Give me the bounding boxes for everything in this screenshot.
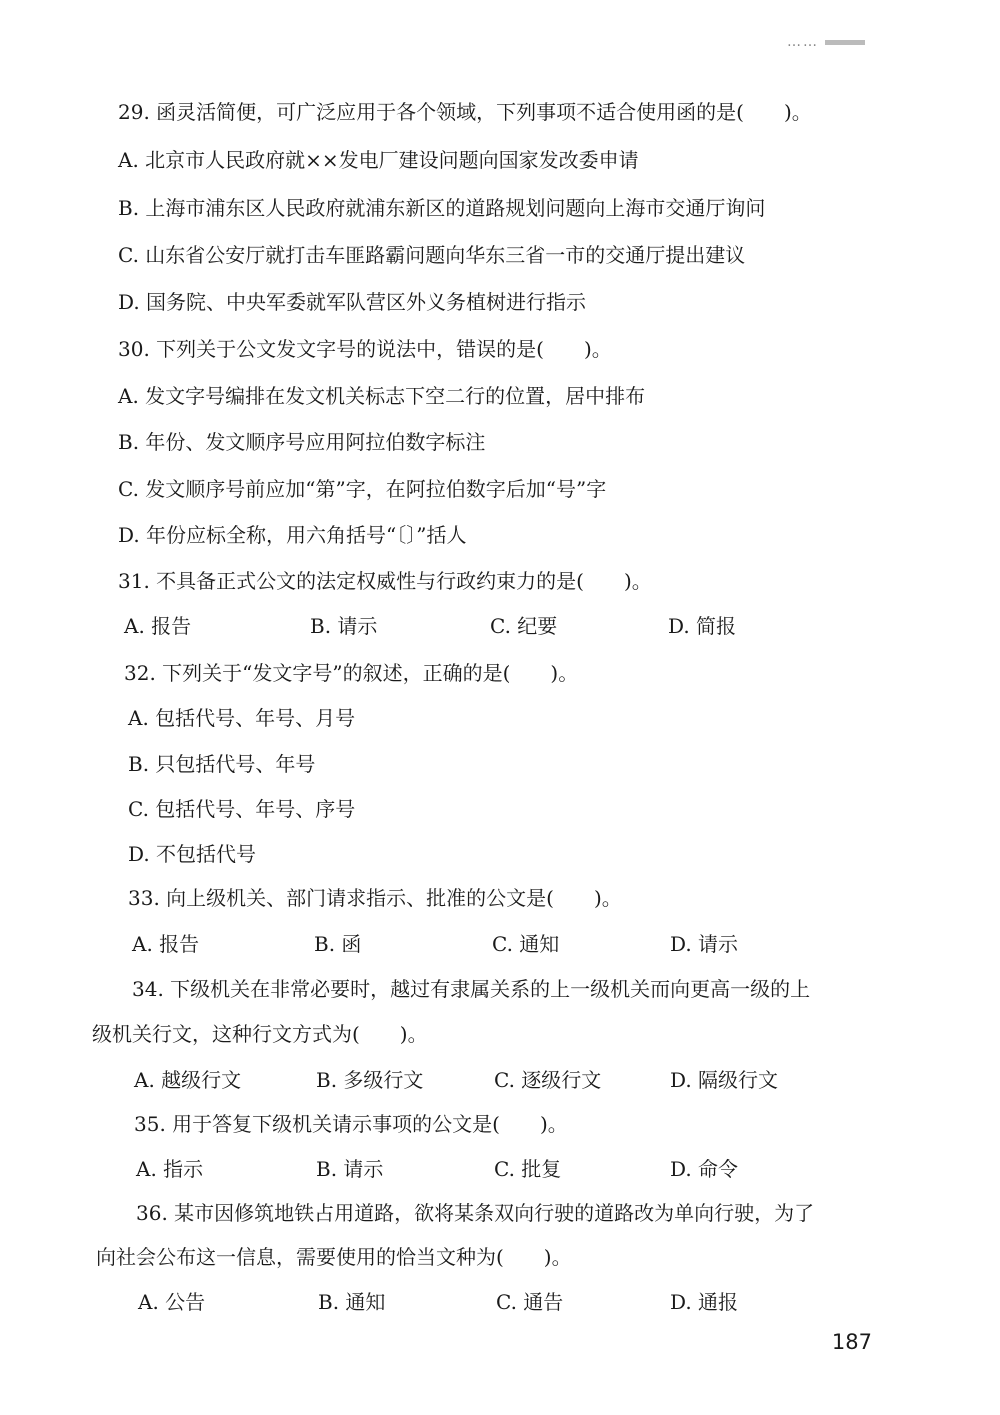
q32-option-c: C. 包括代号、年号、序号 (128, 797, 356, 821)
q31-option-d: D. 简报 (668, 614, 737, 638)
q29-option-c: C. 山东省公安厅就打击车匪路霸问题向华东三省一市的交通厅提出建议 (118, 243, 746, 267)
q31-option-b: B. 请示 (310, 614, 378, 638)
q30-option-c: C. 发文顺序号前应加“第”字，在阿拉伯数字后加“号”字 (118, 477, 607, 501)
q34-option-a: A. 越级行文 (134, 1068, 242, 1092)
q32-option-b: B. 只包括代号、年号 (128, 752, 316, 776)
q36-option-c: C. 通告 (496, 1290, 564, 1314)
q35-option-a: A. 指示 (136, 1157, 204, 1181)
q36-option-b: B. 通知 (318, 1290, 386, 1314)
running-head (787, 34, 865, 50)
q35-option-c: C. 批复 (494, 1157, 562, 1181)
q32-option-d: D. 不包括代号 (128, 842, 257, 866)
q31-option-a: A. 报告 (124, 614, 192, 638)
q35-option-b: B. 请示 (316, 1157, 384, 1181)
running-head-text: …… (787, 34, 819, 50)
q35-stem: 35. 用于答复下级机关请示事项的公文是( )。 (134, 1112, 568, 1136)
running-head-bar (825, 40, 865, 45)
q34-stem-line2: 级机关行文，这种行文方式为( )。 (92, 1022, 428, 1046)
q36-option-d: D. 通报 (670, 1290, 739, 1314)
q33-stem: 33. 向上级机关、部门请求指示、批准的公文是( )。 (128, 886, 622, 910)
q36-stem-line1: 36. 某市因修筑地铁占用道路，欲将某条双向行驶的道路改为单向行驶，为了 (136, 1201, 815, 1225)
q31-option-c: C. 纪要 (490, 614, 558, 638)
q31-stem: 31. 不具备正式公文的法定权威性与行政约束力的是( )。 (118, 569, 652, 593)
q34-option-c: C. 逐级行文 (494, 1068, 602, 1092)
q29-stem: 29. 函灵活简便，可广泛应用于各个领域，下列事项不适合使用函的是( )。 (118, 100, 812, 124)
q35-option-d: D. 命令 (670, 1157, 739, 1181)
q30-option-b: B. 年份、发文顺序号应用阿拉伯数字标注 (118, 430, 486, 454)
q33-option-b: B. 函 (314, 932, 362, 956)
q29-option-b: B. 上海市浦东区人民政府就浦东新区的道路规划问题向上海市交通厅询问 (118, 196, 766, 220)
q33-option-d: D. 请示 (670, 932, 739, 956)
q32-option-a: A. 包括代号、年号、月号 (128, 706, 356, 730)
q30-option-a: A. 发文字号编排在发文机关标志下空二行的位置，居中排布 (118, 384, 646, 408)
q33-option-c: C. 通知 (492, 932, 560, 956)
q33-option-a: A. 报告 (132, 932, 200, 956)
q30-stem: 30. 下列关于公文发文字号的说法中，错误的是( )。 (118, 337, 612, 361)
q29-option-a: A. 北京市人民政府就××发电厂建设问题向国家发改委申请 (118, 148, 639, 172)
q34-option-d: D. 隔级行文 (670, 1068, 779, 1092)
q34-option-b: B. 多级行文 (316, 1068, 424, 1092)
q36-stem-line2: 向社会公布这一信息，需要使用的恰当文种为( )。 (96, 1245, 572, 1269)
q30-option-d: D. 年份应标全称，用六角括号“〔〕”括人 (118, 523, 467, 547)
q29-option-d: D. 国务院、中央军委就军队营区外义务植树进行指示 (118, 290, 587, 314)
q36-option-a: A. 公告 (138, 1290, 206, 1314)
q32-stem: 32. 下列关于“发文字号”的叙述，正确的是( )。 (124, 661, 579, 685)
q34-stem-line1: 34. 下级机关在非常必要时，越过有隶属关系的上一级机关而向更高一级的上 (132, 977, 811, 1001)
page-number: 187 (831, 1330, 872, 1354)
